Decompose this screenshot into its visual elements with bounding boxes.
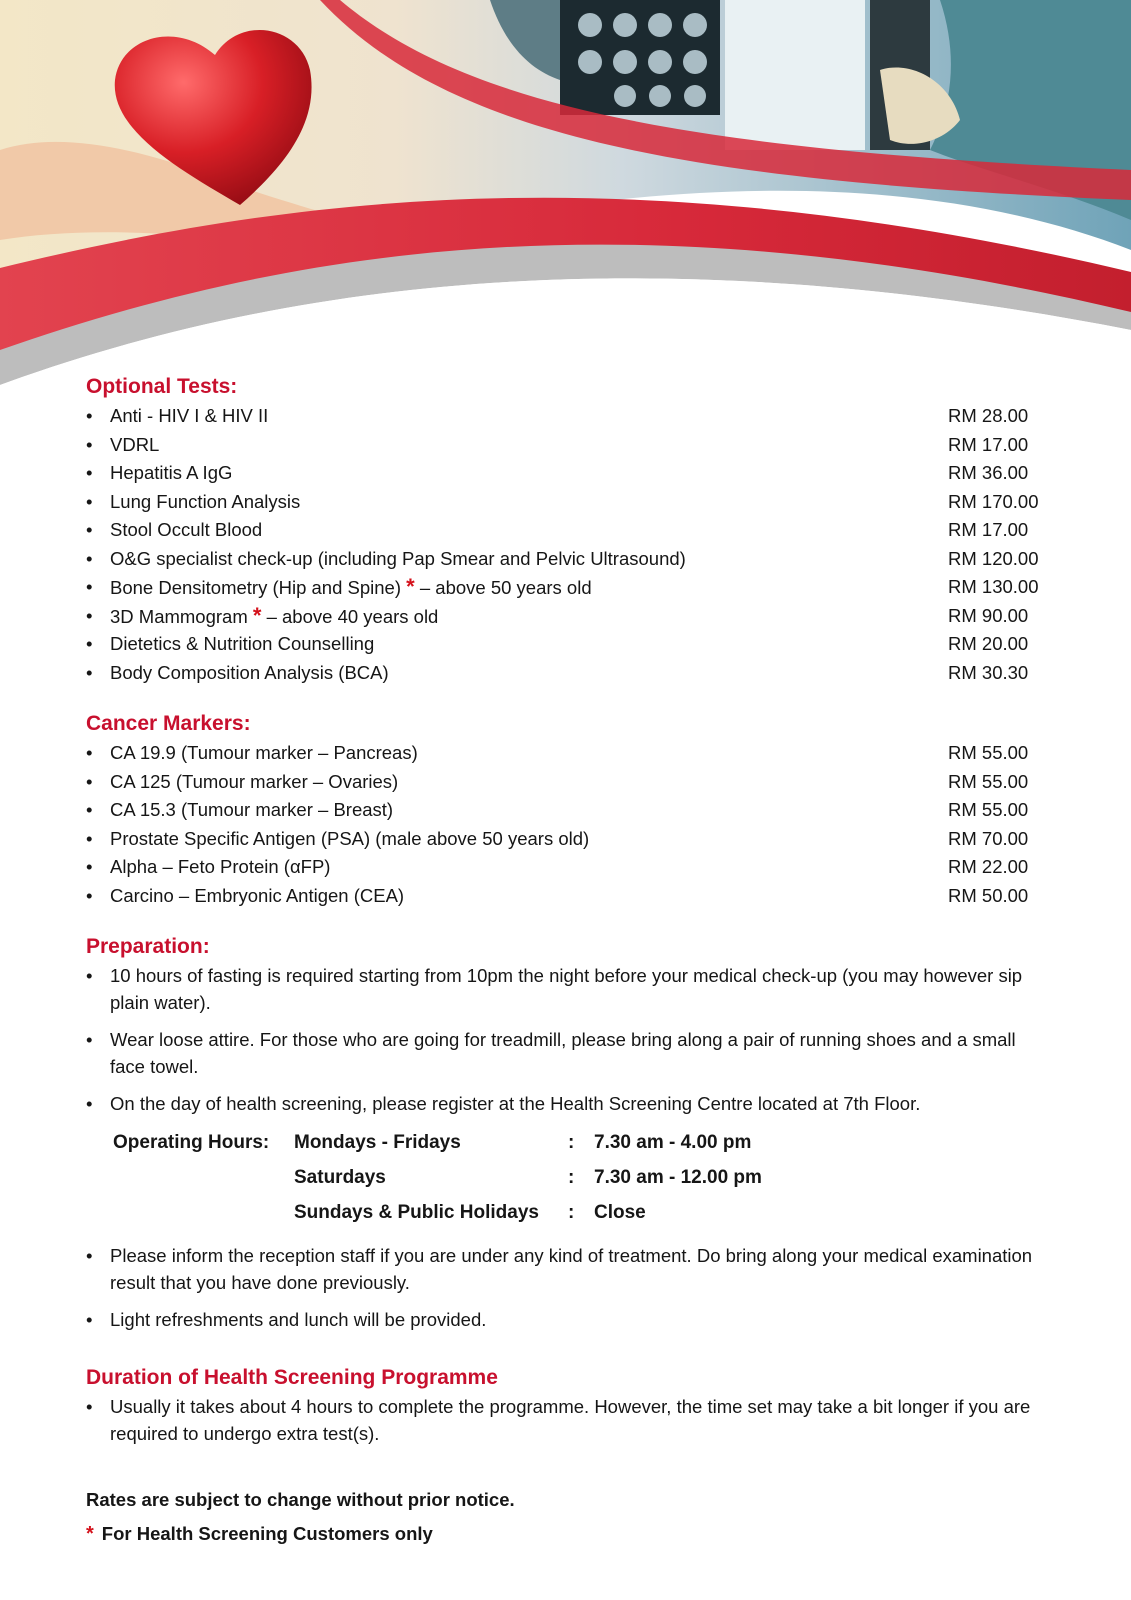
- test-name: Hepatitis A IgG: [110, 462, 233, 483]
- main-content: [86, 372, 1046, 1551]
- hours-time: 7.30 am - 4.00 pm: [594, 1132, 752, 1153]
- test-price: RM 36.00: [948, 462, 1029, 483]
- bullet-icon: •: [86, 1093, 93, 1114]
- bullet-icon: •: [86, 856, 93, 877]
- price-list-item: [86, 602, 1046, 631]
- cancer-markers-title: Cancer Markers:: [86, 712, 251, 735]
- test-price: RM 17.00: [948, 519, 1029, 540]
- bullet-icon: •: [86, 799, 93, 820]
- bullet-icon: •: [86, 519, 93, 540]
- hours-colon: :: [568, 1202, 575, 1223]
- test-price: RM 17.00: [948, 433, 1029, 455]
- test-price: RM 55.00: [948, 742, 1029, 763]
- test-price: RM 55.00: [948, 770, 1029, 792]
- preparation-section: [86, 932, 1046, 1333]
- price-list-item: [86, 630, 1046, 659]
- bullet-paragraph: [86, 1090, 1046, 1117]
- paragraph-text: Wear loose attire. For those who are going for treadmill, please bring along a pair of running shoes and a small face towel.: [110, 1029, 1016, 1077]
- bullet-icon: •: [86, 1245, 93, 1266]
- test-name: 3D Mammogram: [110, 605, 248, 627]
- test-name: Alpha – Feto Protein (αFP): [110, 856, 331, 877]
- price-list-item: [86, 659, 1046, 688]
- bullet-icon: •: [86, 547, 93, 569]
- test-note: – above 40 years old: [266, 605, 439, 627]
- bullet-icon: •: [86, 1309, 93, 1330]
- bullet-icon: •: [86, 576, 93, 597]
- test-price: RM 20.00: [948, 633, 1029, 654]
- price-list-item: [86, 488, 1046, 517]
- cancer-markers-section: [86, 709, 1046, 910]
- test-note: – above 50 years old: [419, 577, 592, 598]
- test-price: RM 50.00: [948, 884, 1029, 906]
- header-banner-illustration: [0, 0, 1131, 400]
- price-list-item: [86, 853, 1046, 882]
- star-note-text: For Health Screening Customers only: [101, 1523, 433, 1544]
- test-name: Body Composition Analysis (BCA): [110, 661, 389, 683]
- test-name: Carcino – Embryonic Antigen (CEA): [110, 884, 405, 906]
- price-list-item: [86, 431, 1046, 460]
- bullet-icon: •: [86, 827, 93, 849]
- asterisk-icon: *: [86, 1523, 94, 1545]
- bullet-paragraph: [86, 1393, 1046, 1447]
- bullet-icon: •: [86, 884, 93, 906]
- cancer-markers-list: [86, 739, 1046, 910]
- hours-colon: :: [568, 1132, 575, 1153]
- bullet-icon: •: [86, 965, 93, 986]
- operating-hours-label: Operating Hours:: [113, 1132, 270, 1153]
- bullet-icon: •: [86, 1029, 93, 1050]
- hours-days: Sundays & Public Holidays: [294, 1202, 539, 1223]
- bullet-paragraph: [86, 1306, 1046, 1333]
- price-list-item: [86, 739, 1046, 768]
- test-name: O&G specialist check-up (including Pap Smear and Pelvic Ultrasound): [110, 547, 686, 569]
- bullet-icon: •: [86, 490, 93, 512]
- test-name: Prostate Specific Antigen (PSA) (male above 50 years old): [110, 827, 590, 849]
- rates-note: Rates are subject to change without prior notice.: [86, 1489, 515, 1510]
- test-name: Lung Function Analysis: [110, 490, 301, 512]
- test-name: Stool Occult Blood: [110, 519, 263, 540]
- duration-list: [86, 1393, 1046, 1447]
- hours-time: Close: [594, 1202, 646, 1223]
- hours-days: Mondays - Fridays: [294, 1132, 461, 1153]
- bullet-paragraph: [86, 1026, 1046, 1080]
- price-list-item: [86, 402, 1046, 431]
- test-price: RM 28.00: [948, 405, 1029, 426]
- test-price: RM 30.30: [948, 661, 1029, 683]
- bullet-icon: •: [86, 405, 93, 426]
- bullet-icon: •: [86, 604, 93, 626]
- hours-colon: :: [568, 1167, 575, 1188]
- paragraph-text: Light refreshments and lunch will be provided.: [110, 1309, 487, 1330]
- test-name: Bone Densitometry (Hip and Spine): [110, 577, 402, 598]
- asterisk-icon: *: [252, 602, 262, 628]
- preparation-list: [86, 962, 1046, 1117]
- test-name: CA 15.3 (Tumour marker – Breast): [110, 799, 394, 820]
- asterisk-icon: *: [406, 574, 415, 599]
- test-name: Dietetics & Nutrition Counselling: [110, 633, 375, 654]
- paragraph-text: Please inform the reception staff if you are under any kind of treatment. Do bring along your medical examination result that you have done previously.: [110, 1245, 1033, 1293]
- operating-hours-row: [113, 1125, 1046, 1160]
- price-list-item: [86, 573, 1046, 602]
- paragraph-text: On the day of health screening, please register at the Health Screening Centre located at 7th Floor.: [110, 1093, 921, 1114]
- hours-days: Saturdays: [294, 1167, 386, 1188]
- test-name: VDRL: [110, 433, 160, 455]
- test-price: RM 22.00: [948, 856, 1029, 877]
- bullet-icon: •: [86, 462, 93, 483]
- price-list-item: [86, 825, 1046, 854]
- star-note: [86, 1517, 1046, 1551]
- price-list-item: [86, 459, 1046, 488]
- price-list-item: [86, 882, 1046, 911]
- preparation-title: Preparation:: [86, 935, 210, 958]
- bullet-icon: •: [86, 433, 93, 455]
- hours-time: 7.30 am - 12.00 pm: [594, 1167, 762, 1188]
- bullet-icon: •: [86, 633, 93, 654]
- duration-section: [86, 1363, 1046, 1447]
- preparation-list-continued: [86, 1242, 1046, 1333]
- bullet-icon: •: [86, 742, 93, 763]
- price-list-item: [86, 768, 1046, 797]
- operating-hours-table: [113, 1125, 1046, 1230]
- test-price: RM 120.00: [948, 547, 1039, 569]
- test-price: RM 70.00: [948, 827, 1029, 849]
- bullet-paragraph: [86, 1242, 1046, 1296]
- optional-tests-section: [86, 372, 1046, 687]
- test-name: CA 125 (Tumour marker – Ovaries): [110, 770, 399, 792]
- test-price: RM 130.00: [948, 576, 1039, 597]
- paragraph-text: 10 hours of fasting is required starting from 10pm the night before your medical check-up (you may however sip plain water).: [110, 965, 1023, 1013]
- optional-tests-list: [86, 402, 1046, 687]
- bullet-icon: •: [86, 1396, 93, 1417]
- operating-hours-row: [113, 1195, 1046, 1230]
- price-list-item: [86, 516, 1046, 545]
- test-price: RM 170.00: [948, 490, 1039, 512]
- test-price: RM 90.00: [948, 604, 1029, 626]
- paragraph-text: Usually it takes about 4 hours to complete the programme. However, the time set may take a bit longer if you are required to undergo extra test(s).: [110, 1396, 1031, 1444]
- test-name: CA 19.9 (Tumour marker – Pancreas): [110, 742, 418, 763]
- operating-hours-row: [113, 1160, 1046, 1195]
- test-price: RM 55.00: [948, 799, 1029, 820]
- bullet-icon: •: [86, 661, 93, 683]
- bullet-icon: •: [86, 770, 93, 792]
- duration-title: Duration of Health Screening Programme: [86, 1366, 498, 1389]
- price-list-item: [86, 545, 1046, 574]
- optional-tests-title: Optional Tests:: [86, 375, 238, 398]
- price-list-item: [86, 796, 1046, 825]
- test-name: Anti - HIV I & HIV II: [110, 405, 269, 426]
- bullet-paragraph: [86, 962, 1046, 1016]
